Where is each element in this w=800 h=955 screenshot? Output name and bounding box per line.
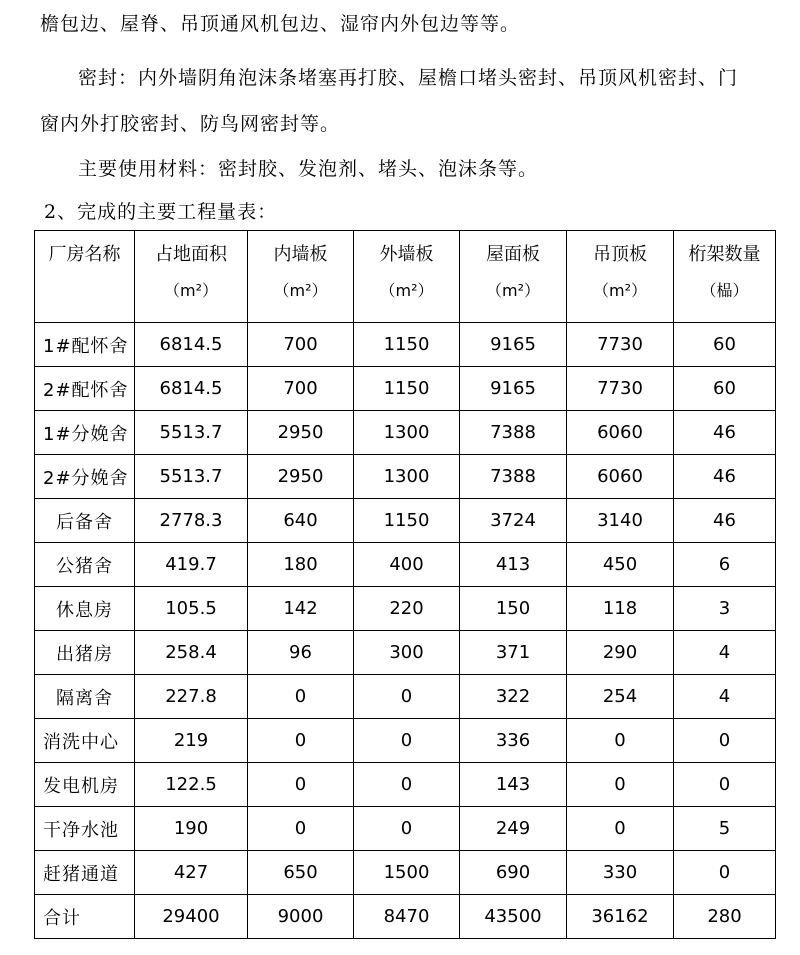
value-cell: 690 <box>460 851 567 895</box>
table-row <box>35 455 776 499</box>
column-header <box>567 231 674 323</box>
value-cell: 6814.5 <box>135 367 248 411</box>
value-cell: 322 <box>460 675 567 719</box>
value-cell: 0 <box>567 807 674 851</box>
value-cell: 9165 <box>460 367 567 411</box>
column-header <box>35 231 135 323</box>
row-name-cell: 干净水池 <box>35 807 135 851</box>
value-cell: 6 <box>674 543 776 587</box>
column-header <box>674 231 776 323</box>
paragraph-line-1: 檐包边、屋脊、吊顶通风机包边、湿帘内外包边等等。 <box>40 13 521 35</box>
table-row <box>35 543 776 587</box>
value-cell: 122.5 <box>135 763 248 807</box>
value-cell: 700 <box>248 323 354 367</box>
row-name-cell: 1#分娩舍 <box>35 411 135 455</box>
value-cell: 249 <box>460 807 567 851</box>
value-cell: 60 <box>674 323 776 367</box>
table-header-row <box>35 231 776 323</box>
table-row <box>35 763 776 807</box>
value-cell: 8470 <box>354 895 460 939</box>
column-header-unit: （m²） <box>592 281 647 300</box>
value-cell: 118 <box>567 587 674 631</box>
column-header-unit: （m²） <box>273 281 328 300</box>
value-cell: 2950 <box>248 455 354 499</box>
value-cell: 1300 <box>354 455 460 499</box>
value-cell: 1150 <box>354 367 460 411</box>
value-cell: 700 <box>248 367 354 411</box>
column-header-unit: （m²） <box>163 281 218 300</box>
column-header-unit: （m²） <box>485 281 540 300</box>
value-cell: 219 <box>135 719 248 763</box>
value-cell: 290 <box>567 631 674 675</box>
column-header-unit: （榀） <box>700 281 749 300</box>
value-cell: 3140 <box>567 499 674 543</box>
value-cell: 4 <box>674 631 776 675</box>
table-row <box>35 895 776 939</box>
value-cell: 36162 <box>567 895 674 939</box>
value-cell: 105.5 <box>135 587 248 631</box>
value-cell: 1300 <box>354 411 460 455</box>
value-cell: 450 <box>567 543 674 587</box>
value-cell: 7388 <box>460 455 567 499</box>
row-name-cell: 赶猪通道 <box>35 851 135 895</box>
table-row <box>35 631 776 675</box>
value-cell: 640 <box>248 499 354 543</box>
value-cell: 254 <box>567 675 674 719</box>
column-header <box>460 231 567 323</box>
value-cell: 6814.5 <box>135 323 248 367</box>
row-name-cell: 公猪舍 <box>35 543 135 587</box>
value-cell: 330 <box>567 851 674 895</box>
value-cell: 300 <box>354 631 460 675</box>
column-header-name: 外墙板 <box>379 244 434 265</box>
value-cell: 1500 <box>354 851 460 895</box>
column-header-name: 吊顶板 <box>593 244 647 265</box>
value-cell: 2778.3 <box>135 499 248 543</box>
value-cell: 3724 <box>460 499 567 543</box>
value-cell: 3 <box>674 587 776 631</box>
table-row <box>35 499 776 543</box>
value-cell: 7730 <box>567 323 674 367</box>
value-cell: 29400 <box>135 895 248 939</box>
value-cell: 280 <box>674 895 776 939</box>
table-row <box>35 807 776 851</box>
value-cell: 96 <box>248 631 354 675</box>
row-name-cell: 休息房 <box>35 587 135 631</box>
value-cell: 0 <box>354 675 460 719</box>
value-cell: 46 <box>674 411 776 455</box>
paragraph-sealing: 密封：内外墙阴角泡沫条堵塞再打胶、屋檐口堵头密封、吊顶风机密封、门 <box>78 67 739 89</box>
value-cell: 371 <box>460 631 567 675</box>
value-cell: 9000 <box>248 895 354 939</box>
value-cell: 220 <box>354 587 460 631</box>
value-cell: 227.8 <box>135 675 248 719</box>
table-row <box>35 719 776 763</box>
column-header-name: 占地面积 <box>155 244 227 265</box>
value-cell: 5513.7 <box>135 455 248 499</box>
value-cell: 5513.7 <box>135 411 248 455</box>
value-cell: 43500 <box>460 895 567 939</box>
section-heading: 2、完成的主要工程量表： <box>44 201 278 223</box>
value-cell: 0 <box>248 763 354 807</box>
value-cell: 0 <box>354 807 460 851</box>
value-cell: 0 <box>674 719 776 763</box>
table-row <box>35 675 776 719</box>
value-cell: 46 <box>674 455 776 499</box>
value-cell: 0 <box>567 719 674 763</box>
value-cell: 7388 <box>460 411 567 455</box>
table-row <box>35 851 776 895</box>
column-header-name: 厂房名称 <box>48 244 121 265</box>
row-name-cell: 出猪房 <box>35 631 135 675</box>
value-cell: 0 <box>567 763 674 807</box>
quantity-table <box>34 230 776 939</box>
column-header <box>135 231 248 323</box>
table-row <box>35 411 776 455</box>
table-row <box>35 587 776 631</box>
value-cell: 650 <box>248 851 354 895</box>
value-cell: 419.7 <box>135 543 248 587</box>
paragraph-materials: 主要使用材料：密封胶、发泡剂、堵头、泡沫条等。 <box>78 158 539 180</box>
table-body <box>35 323 776 939</box>
row-name-cell: 合计 <box>35 895 135 939</box>
paragraph-line-3: 窗内外打胶密封、防鸟网密封等。 <box>40 113 341 135</box>
value-cell: 143 <box>460 763 567 807</box>
value-cell: 400 <box>354 543 460 587</box>
row-name-cell: 消洗中心 <box>35 719 135 763</box>
column-header-name: 屋面板 <box>486 244 540 265</box>
value-cell: 9165 <box>460 323 567 367</box>
value-cell: 190 <box>135 807 248 851</box>
row-name-cell: 发电机房 <box>35 763 135 807</box>
value-cell: 0 <box>674 763 776 807</box>
value-cell: 0 <box>354 763 460 807</box>
value-cell: 0 <box>248 675 354 719</box>
value-cell: 5 <box>674 807 776 851</box>
table-row <box>35 323 776 367</box>
value-cell: 180 <box>248 543 354 587</box>
value-cell: 336 <box>460 719 567 763</box>
value-cell: 6060 <box>567 455 674 499</box>
row-name-cell: 2#分娩舍 <box>35 455 135 499</box>
value-cell: 60 <box>674 367 776 411</box>
table-row <box>35 367 776 411</box>
column-header <box>354 231 460 323</box>
value-cell: 413 <box>460 543 567 587</box>
row-name-cell: 隔离舍 <box>35 675 135 719</box>
value-cell: 150 <box>460 587 567 631</box>
row-name-cell: 后备舍 <box>35 499 135 543</box>
row-name-cell: 1#配怀舍 <box>35 323 135 367</box>
column-header-name: 内墙板 <box>273 244 328 265</box>
value-cell: 2950 <box>248 411 354 455</box>
value-cell: 0 <box>354 719 460 763</box>
value-cell: 4 <box>674 675 776 719</box>
value-cell: 46 <box>674 499 776 543</box>
value-cell: 142 <box>248 587 354 631</box>
value-cell: 1150 <box>354 499 460 543</box>
value-cell: 0 <box>248 719 354 763</box>
value-cell: 0 <box>674 851 776 895</box>
value-cell: 258.4 <box>135 631 248 675</box>
value-cell: 427 <box>135 851 248 895</box>
column-header <box>248 231 354 323</box>
column-header-name: 桁架数量 <box>688 244 761 265</box>
value-cell: 1150 <box>354 323 460 367</box>
column-header-unit: （m²） <box>379 281 434 300</box>
row-name-cell: 2#配怀舍 <box>35 367 135 411</box>
value-cell: 0 <box>248 807 354 851</box>
value-cell: 6060 <box>567 411 674 455</box>
value-cell: 7730 <box>567 367 674 411</box>
